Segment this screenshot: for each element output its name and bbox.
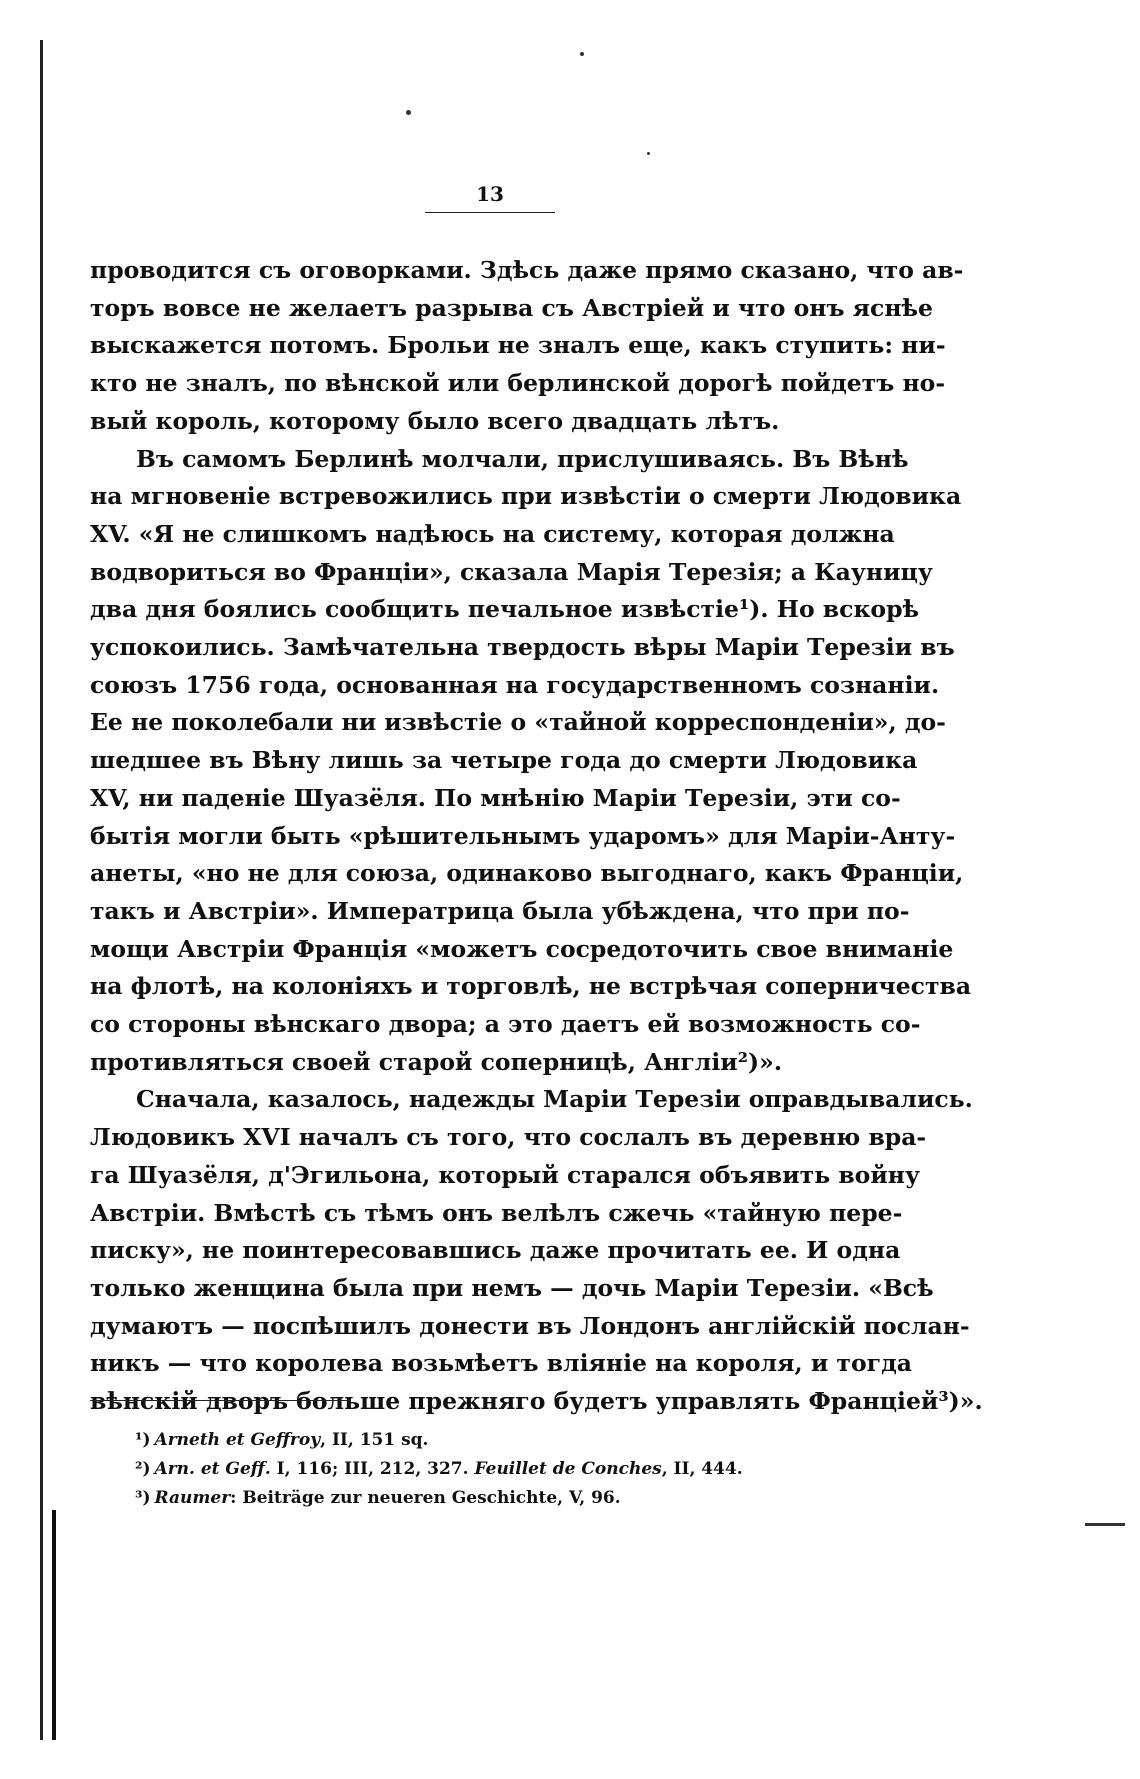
text-line: кто не зналъ, по вѣнской или берлинской дорогѣ пойдетъ но- bbox=[90, 369, 946, 398]
text-line: Въ самомъ Берлинѣ молчали, прислушиваясь. Въ Вѣнѣ bbox=[136, 444, 909, 473]
text-line: со стороны вѣнскаго двора; а это даетъ ей возможность со- bbox=[90, 1010, 921, 1039]
footnote-source: Raumer bbox=[154, 1488, 231, 1508]
text-line: союзъ 1756 года, основанная на государственномъ сознаніи. bbox=[90, 670, 940, 699]
text-line: на флотѣ, на колоніяхъ и торговлѣ, не встрѣчая соперничества bbox=[90, 972, 972, 1001]
text-line: никъ — что королева возьмѣетъ вліяніе на короля, и тогда bbox=[90, 1349, 912, 1378]
text-line: писку», не поинтересовавшись даже прочитать ее. И одна bbox=[90, 1236, 901, 1265]
footnote-mark: ³) bbox=[135, 1488, 151, 1508]
text-line: противляться своей старой соперницѣ, Англіи²)». bbox=[90, 1047, 782, 1076]
text-line: на мгновеніе встревожились при извѣстіи о смерти Людовика bbox=[90, 482, 962, 511]
text-line: проводится съ оговорками. Здѣсь даже прямо сказано, что ав- bbox=[90, 256, 964, 284]
text-line: Сначала, казалось, надежды Маріи Терезіи оправдывались. bbox=[136, 1085, 973, 1114]
text-line: анеты, «но не для союза, одинаково выгоднаго, какъ Франціи, bbox=[90, 859, 964, 888]
body-text bbox=[90, 252, 983, 1421]
footnote-text: : Beiträge zur neueren Geschichte, V, 96. bbox=[230, 1488, 621, 1508]
text-line: вый король, которому было всего двадцать лѣтъ. bbox=[90, 406, 780, 435]
text-line: Ее не поколебали ни извѣстіе о «тайной корреспонденіи», до- bbox=[90, 708, 946, 737]
text-line: успокоились. Замѣчательна твердость вѣры Маріи Терезіи въ bbox=[90, 633, 955, 662]
text-line: торъ вовсе не желаетъ разрыва съ Австріей и что онъ яснѣе bbox=[90, 293, 933, 322]
text-line: думаютъ — поспѣшилъ донести въ Лондонъ англійскій послан- bbox=[90, 1311, 970, 1340]
footnote-source: Arneth et Geffroy bbox=[154, 1430, 321, 1450]
footnote-text: I, 116; III, 212, 327. bbox=[270, 1459, 475, 1479]
text-line: бытія могли быть «рѣшительнымъ ударомъ» для Маріи-Анту- bbox=[90, 821, 956, 850]
scan-speck bbox=[406, 110, 411, 115]
text-line: два дня боялись сообщить печальное извѣстіе¹). Но вскорѣ bbox=[90, 595, 920, 624]
text-line: XV. «Я не слишкомъ надѣюсь на систему, которая должна bbox=[90, 519, 895, 548]
margin-mark bbox=[1085, 1523, 1125, 1526]
text-line: шедшее въ Вѣну лишь за четыре года до смерти Людовика bbox=[90, 746, 918, 775]
footnote bbox=[135, 1426, 875, 1455]
footnotes bbox=[135, 1426, 875, 1513]
scan-edge-mark-lower bbox=[52, 1510, 56, 1740]
footnote-source: Arn. et Geff. bbox=[154, 1459, 271, 1479]
footnote-mark: ¹) bbox=[135, 1430, 151, 1450]
scan-speck bbox=[647, 152, 650, 155]
text-line: вѣнскій дворъ больше прежняго будетъ управлять Франціей³)». bbox=[90, 1387, 983, 1416]
text-line: Людовикъ XVI началъ съ того, что сослалъ въ деревню вра- bbox=[90, 1123, 927, 1152]
text-line: такъ и Австріи». Императрица была убѣждена, что при по- bbox=[90, 896, 910, 925]
footnote-source: Feuillet de Conches bbox=[474, 1459, 662, 1479]
footnote bbox=[135, 1455, 875, 1484]
text-line: Австріи. Вмѣстѣ съ тѣмъ онъ велѣлъ сжечь «тайную пере- bbox=[90, 1198, 903, 1227]
footnote-text: , II, 444. bbox=[661, 1459, 743, 1479]
footnote bbox=[135, 1484, 875, 1513]
text-line: мощи Австріи Франція «можетъ сосредоточить свое вниманіе bbox=[90, 934, 954, 963]
page-number: 13 bbox=[425, 182, 555, 213]
text-line: водвориться во Франціи», сказала Марія Терезія; а Кауницу bbox=[90, 557, 933, 586]
text-line: XV, ни паденіе Шуазёля. По мнѣнію Маріи Терезіи, эти со- bbox=[90, 783, 901, 812]
scan-speck bbox=[580, 52, 584, 56]
text-line: га Шуазёля, д'Эгильона, который старался объявить войну bbox=[90, 1160, 921, 1189]
text-line: только женщина была при немъ — дочь Маріи Терезіи. «Всѣ bbox=[90, 1273, 934, 1302]
text-line: выскажется потомъ. Брольи не зналъ еще, какъ ступить: ни- bbox=[90, 331, 946, 360]
scan-edge-mark bbox=[40, 40, 43, 1740]
footnote-text: , II, 151 sq. bbox=[320, 1430, 429, 1450]
footnote-divider bbox=[90, 1400, 350, 1401]
footnote-mark: ²) bbox=[135, 1459, 151, 1479]
